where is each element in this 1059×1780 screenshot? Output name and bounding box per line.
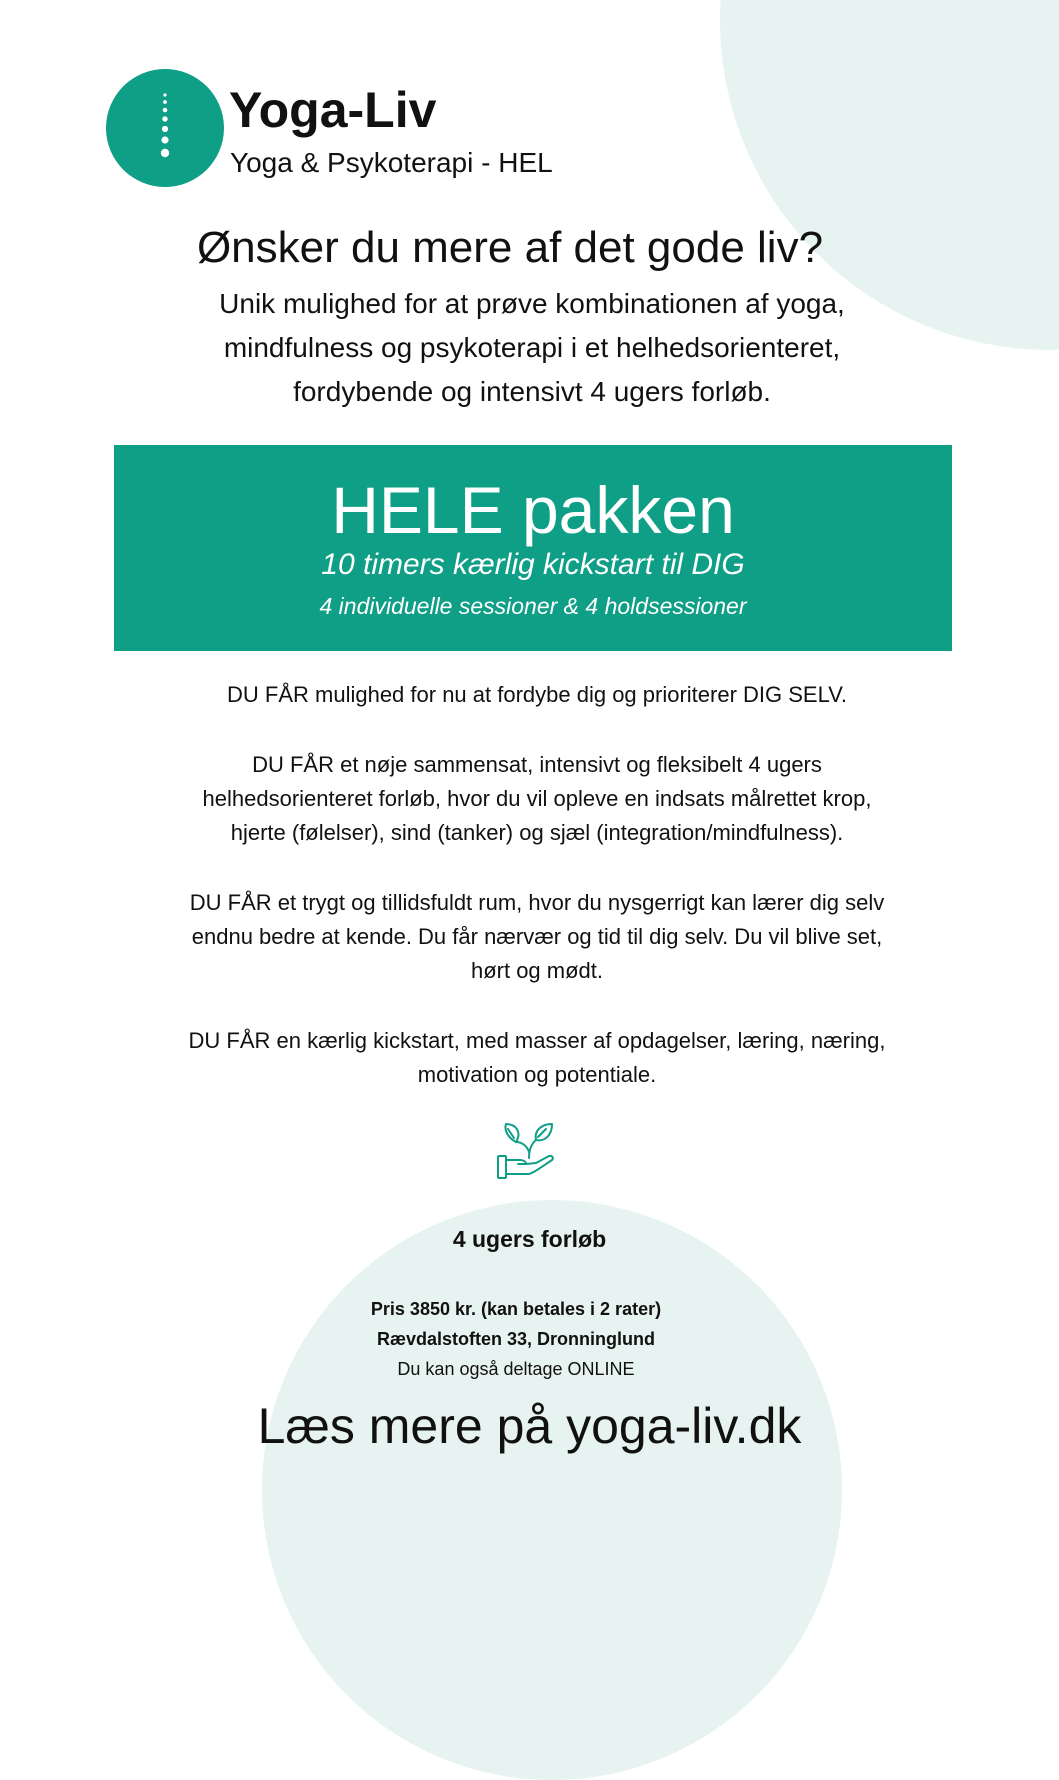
intro-line: Unik mulighed for at prøve kombinationen af yoga,	[219, 288, 845, 319]
banner-title: HELE pakken	[331, 473, 735, 547]
website-link[interactable]: Læs mere på yoga-liv.dk	[257, 1398, 802, 1454]
benefit-paragraph	[100, 748, 974, 850]
paragraph-line: DU FÅR mulighed for nu at fordybe dig og prioriterer DIG SELV.	[227, 682, 847, 707]
banner-subtitle: 10 timers kærlig kickstart til DIG	[321, 548, 745, 581]
package-banner	[114, 445, 952, 651]
course-details	[0, 1294, 1032, 1384]
background-circle-bottom	[262, 1200, 842, 1780]
plant-in-hand-icon	[494, 1118, 560, 1184]
benefit-paragraph	[100, 678, 974, 712]
paragraph-line: hjerte (følelser), sind (tanker) og sjæl (integration/mindfulness).	[230, 820, 844, 845]
benefits-text	[100, 678, 974, 1128]
benefit-paragraph	[100, 1024, 974, 1092]
intro-line: mindfulness og psykoterapi i et helhedsorienteret,	[223, 332, 841, 363]
intro-text	[60, 282, 1004, 414]
paragraph-line: helhedsorienteret forløb, hvor du vil opleve en indsats målrettet krop,	[202, 786, 872, 811]
benefit-paragraph	[100, 886, 974, 988]
paragraph-line: hørt og mødt.	[470, 958, 604, 983]
headline: Ønsker du mere af det gode liv?	[196, 223, 824, 272]
intro-line: fordybende og intensivt 4 ugers forløb.	[293, 376, 771, 407]
banner-subtitle-2: 4 individuelle sessioner & 4 holdsessioner	[319, 593, 747, 619]
brand-name: Yoga-Liv	[229, 82, 437, 138]
paragraph-line: DU FÅR en kærlig kickstart, med masser af opdagelser, læring, næring,	[188, 1028, 886, 1053]
paragraph-line: DU FÅR et trygt og tillidsfuldt rum, hvor du nysgerrigt kan lærer dig selv	[189, 890, 885, 915]
paragraph-line: endnu bedre at kende. Du får nærvær og tid til dig selv. Du vil blive set,	[191, 924, 883, 949]
address-line: Rævdalstoften 33, Dronninglund	[376, 1329, 655, 1349]
spine-dots-icon	[106, 69, 224, 187]
course-duration: 4 ugers forløb	[452, 1226, 607, 1252]
logo	[106, 69, 224, 187]
brand-subtitle: Yoga & Psykoterapi - HEL	[230, 147, 553, 178]
paragraph-line: motivation og potentiale.	[417, 1062, 657, 1087]
paragraph-line: DU FÅR et nøje sammensat, intensivt og fleksibelt 4 ugers	[252, 752, 822, 777]
online-line: Du kan også deltage ONLINE	[397, 1359, 635, 1379]
price-line: Pris 3850 kr. (kan betales i 2 rater)	[370, 1299, 662, 1319]
